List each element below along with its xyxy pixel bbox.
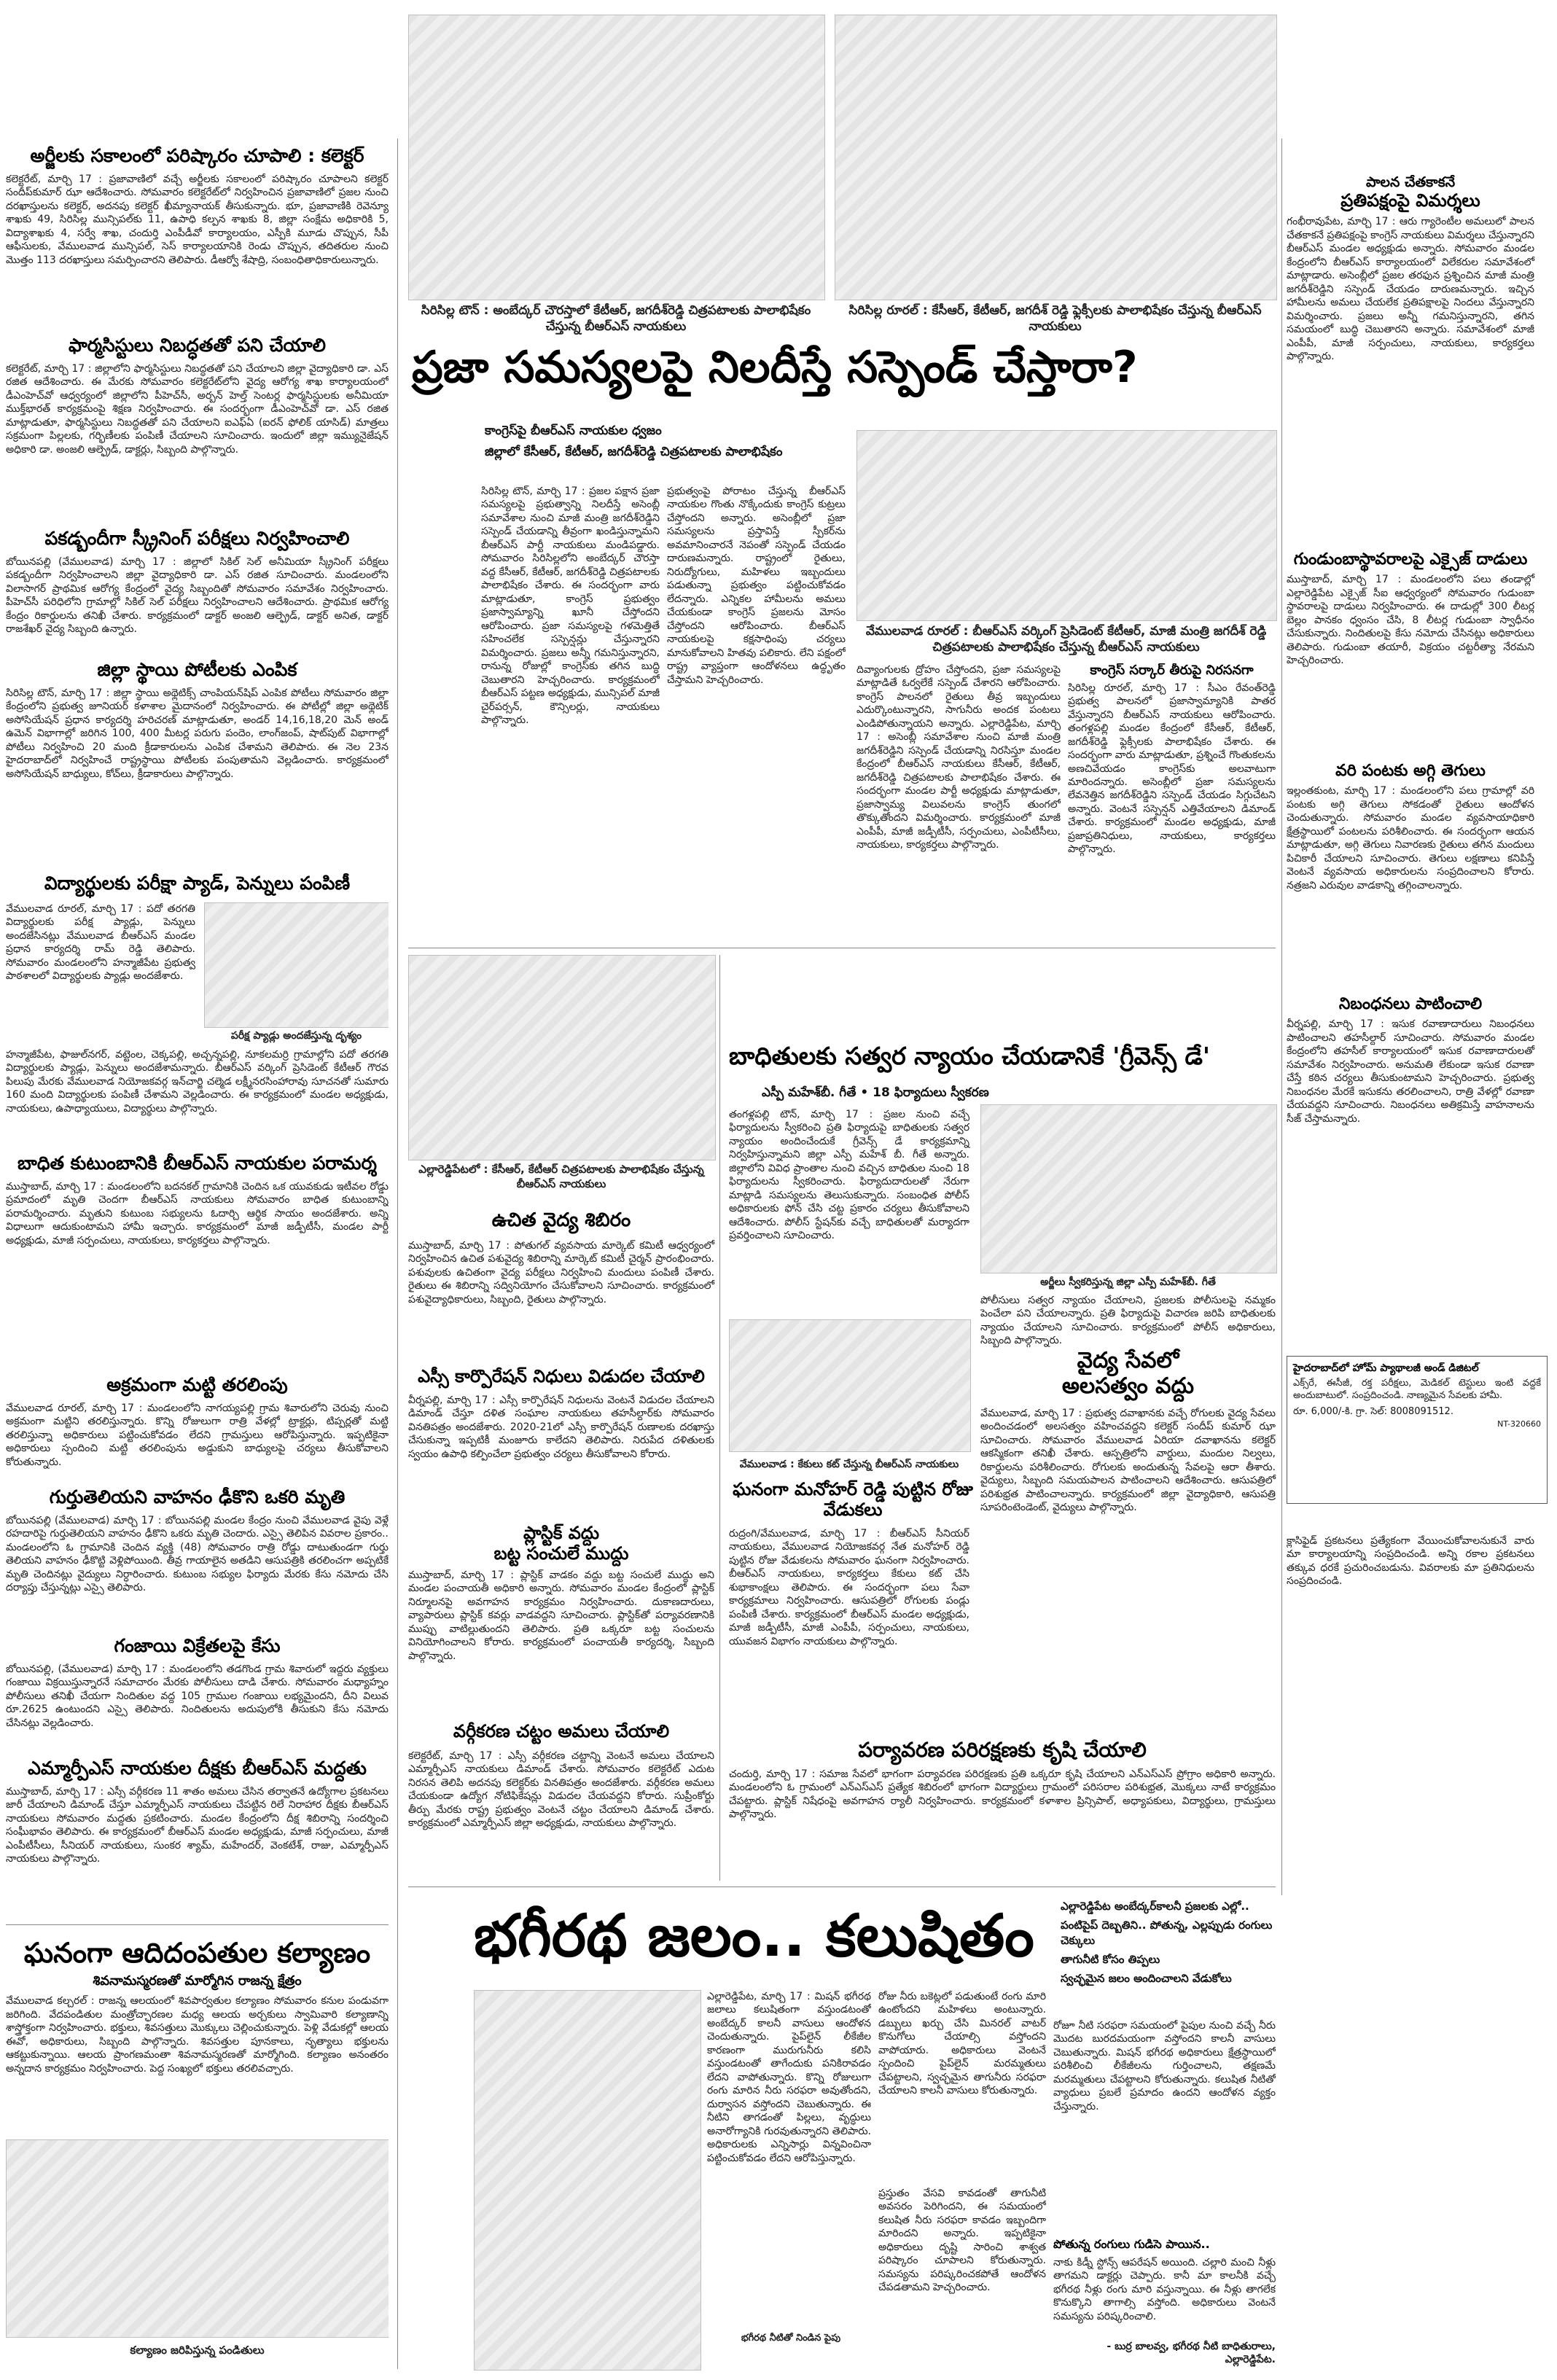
lead-photo-vemulawada (856, 430, 1277, 621)
lead-headline: ప్రజా సమస్యలపై నిలదీస్తే సస్పెండ్‌ చేస్తారా? (412, 342, 1138, 393)
article-illegal-soil (6, 1375, 389, 1484)
headline: ఘనంగా మనోహర్‌ రెడ్డి పుట్టిన రోజు వేడుకలు (733, 1479, 973, 1520)
lead-body-col2: ప్రభుత్వంపై పోరాటం చేస్తున్న బీఆర్‌ఎస్‌ నాయకుల గొంతు నొక్కేందుకు కాంగ్రెస్‌ కుట్రలు చేస్తోందని అన్నారు. అసెంబ్లీలో ప్రజా సమస్యలను ప్రస్తావిస్తే స్పీకర్‌ను అవమానించారనే నెపంతో సస్పెండ్‌ చేయడం దారుణమన్నారు. రాష్ట్రంలో రైతులు, నిరుద్యోగులు, మహిళలు ఇబ్బందులు పడుతున్నా ప్రభుత్వం పట్టించుకోవడం లేదన్నారు. ఎన్నికల హామీలను అమలు చేయకుండా కాంగ్రెస్‌ ప్రజలను మోసం చేస్తోందని ఆరోపించారు. బీఆర్‌ఎస్‌ నాయకులపై కక్షసాధింపు చర్యలు మానుకోవాలని హితవు పలికారు. లేని పక్షంలో రాష్ట్ర వ్యాప్తంగా ఆందోళనలు ఉద్ధృతం చేస్తామని హెచ్చరించారు. (667, 485, 846, 686)
headline: ప్రతిపక్షంపై విమర్శలు (1341, 190, 1480, 211)
article-kalyanam (6, 1932, 389, 2376)
article-body: బోయినపల్లి, (వేములవాడ) మార్చి 17 : మండలంలోని తడగొండ గ్రామ శివారులో ఇద్దరు వ్యక్తులు గంజాయి విక్రయిస్తున్నారనే సమాచారం మేరకు పోలీసులు దాడి చేశారు. సోమవారం మధ్యాహ్నం పోలీసులు తనిఖీ చేయగా నిందితుల వద్ద 105 గ్రాముల గంజాయి లభ్యమైందని, దీని విలువ రూ.2625 ఉంటుందని ఎస్సై తెలిపారు. నిందితులను అదుపులోకి తీసుకుని కేసు నమోదు చేసినట్లు వెల్లడించారు. (6, 1663, 389, 1729)
photo-caption: సిరిసిల్ల టౌన్‌ : అంబేద్కర్‌ చౌరస్తాలో కేటీఆర్‌, జగదీశ్‌రెడ్డి చిత్రపటాలకు పాలాభిషేకం చేస్తున్న బీఆర్‌ఎస్‌ నాయకులు (421, 303, 811, 335)
article-rules (1287, 995, 1534, 1236)
article-body: ముస్తాబాద్‌, మార్చి 17 : ప్లాస్టిక్‌ వాడకం వద్దు బట్ట సంచులే ముద్దు అని మండల పంచాయతీ అధికారి అన్నారు. సోమవారం మండల కేంద్రంలో ప్లాస్టిక్‌ నిర్మూలనపై అవగాహన కార్యక్రమం నిర్వహించారు. దుకాణదారులు, వ్యాపారులు ప్లాస్టిక్‌ కవర్లు వాడవద్దని సూచించారు. ప్లాస్టిక్‌తో పర్యావరణానికి ముప్పు వాటిల్లుతుందని తెలిపారు. ప్రతి ఒక్కరూ బట్ట సంచులను వినియోగించాలని కోరారు. కార్యక్రమంలో పంచాయతీ కార్యదర్శి, సిబ్బంది పాల్గొన్నారు. (408, 1569, 714, 1662)
hospital-inspection-photo (729, 1319, 971, 1452)
ad-phone: సెల్‌: 8008091512. (1370, 1406, 1453, 1418)
headline: గుర్తుతెలియని వాహనం ఢీకొని ఒకరి మృతి (49, 1487, 346, 1507)
article-body: పోలీసులు సత్వర న్యాయం చేయాలని, ప్రజలకు పోలీసులపై నమ్మకం పెంచేలా పని చేయాలన్నారు. ప్రతి ఫిర్యాదుపై విచారణ జరిపి బాధితులకు న్యాయం చేయాలని సూచించారు. కార్యక్రమంలో పోలీస్‌ అధికారులు, సిబ్బంది పాల్గొన్నారు. (980, 1295, 1276, 1347)
headline: వైద్య సేవలో అలసత్వం వద్దు (1061, 1348, 1195, 1399)
photo-caption: ఎల్లారెడ్డిపేటలో : కేసీఆర్‌, కేటీఆర్‌ చిత్రపటాలకు పాలాభిషేకం చేస్తున్న బీఆర్‌ఎస్‌ నాయకులు (418, 1163, 704, 1190)
article-body: ముస్తాబాద్‌, మార్చి 17 : మండలంలోని పలు తండాల్లో ఎల్లారెడ్డిపేట ఎక్సైజ్‌ సీఐ ఆధ్వర్యంలో సోమవారం గుడుంబా స్థావరాలపై దాడులు నిర్వహించారు. ఈ దాడుల్లో 300 లీటర్ల బెల్లం పానకం ధ్వంసం చేసి, 8 లీటర్ల గుడుంబా స్వాధీనం చేసుకున్నారు. నిందితులపై కేసు నమోదు చేసినట్లు అధికారులు తెలిపారు. గుడుంబా తయారీ, విక్రయం చట్టరీత్యా నేరమని హెచ్చరించారు. (1287, 574, 1534, 667)
article-body: కలెక్టరేట్‌, మార్చి 17 : ఎస్సీ వర్గీకరణ చట్టాన్ని వెంటనే అమలు చేయాలని ఎమ్మార్పీఎస్‌ నాయకులు డిమాండ్‌ చేశారు. సోమవారం కలెక్టరేట్‌ ఎదుట నిరసన తెలిపి అదనపు కలెక్టర్‌కు వినతిపత్రం అందజేశారు. వర్గీకరణ అమలు చేయకుండా ఉద్యోగ నోటిఫికేషన్లు విడుదల చేయవద్దని కోరారు. సుప్రీంకోర్టు తీర్పు మేరకు రాష్ట్ర ప్రభుత్వం వెంటనే చట్టం చేయాలని డిమాండ్‌ చేశారు. కార్యక్రమంలో ఎమ్మార్పీఎస్‌ జిల్లా అధ్యక్షుడు, నాయకులు పాల్గొన్నారు. (408, 1750, 714, 1830)
lead-photo-sircilla-town (408, 15, 825, 300)
sp-grievance-photo (980, 1104, 1277, 1273)
headline: బాధితులకు సత్వర న్యాయం చేయడానికే 'గ్రీవెన్స్‌ డే' (729, 1042, 1211, 1070)
article-body: సిరిసిల్ల టౌన్‌, మార్చి 17 : జిల్లా స్థాయి అథ్లెటిక్స్‌ చాంపియన్‌షిప్‌ ఎంపిక పోటీలు సోమవారం జిల్లా కేంద్రంలోని ప్రభుత్వ జూనియర్‌ కళాశాల మైదానంలో నిర్వహించారు. ఈ పోటీల్లో జిల్లా అథ్లెటిక్‌ అసోసియేషన్‌ ప్రధాన కార్యదర్శి హరిచరణ్‌ మాట్లాడుతూ, అండర్‌ 14,16,18,20 మెన్‌ అండ్‌ ఉమెన్‌ విభాగాల్లో జరిగిన 100, 400 మీటర్ల పరుగు పందెం, లాంగ్‌జంప్‌, షాట్‌పుట్‌ విభాగాల్లో పోటీలు నిర్వహించి 20 మంది క్రీడాకారులను ఎంపిక చేశామని తెలిపారు. ఈ నెల 23న హైదరాబాద్‌లో నిర్వహించే రాష్ట్రస్థాయి పోటీలకు పంపుతామని వెల్లడించారు. కార్యక్రమంలో అసోసియేషన్‌ బాధ్యులు, కోచ్‌లు, క్రీడాకారులు పాల్గొన్నారు. (6, 687, 389, 780)
article-body: కలెక్టరేట్‌, మార్చి 17 : ప్రజావాణిలో వచ్చే అర్జీలకు సకాలంలో పరిష్కారం చూపాలని కలెక్టర్‌ సందీప్‌కుమార్‌ ఝా ఆదేశించారు. సోమవారం కలెక్టరేట్‌లో నిర్వహించిన ప్రజావాణిలో ప్రజల నుంచి దరఖాస్తులను కలెక్టర్‌, అదనపు కలెక్టర్‌ ఖీమ్యానాయక్‌ తీసుకున్నారు. భూ, ప్రజావాణికి రెవెన్యూ శాఖకు 49, సిరిసిల్ల మున్సిపల్‌కు 11, ఉపాధి కల్పన శాఖకు 8, జిల్లా సంక్షేమ అధికారికి 5, విద్యాశాఖకు 4, సర్వే శాఖ, చందుర్తి ఎంపీడీవో కార్యాలయం, ఎస్పీకి మూడు చొప్పున, సీపీ ఆఫీసులకు, వేములవాడ మున్సిపల్‌, సెస్‌ కార్యాలయానికి రెండు చొప్పున, తదితరుల నుంచి మొత్తం 113 దరఖాస్తులు సమర్పించారని తెలిపారు. డీఆర్వో శేషాద్రి, సంబంధితాధికారులున్నారు. (6, 173, 389, 266)
article-body: చందుర్తి, మార్చి 17 : సమాజ సేవలో భాగంగా పర్యావరణ పరిరక్షణకు ప్రతి ఒక్కరూ కృషి చేయాలని ఎన్‌ఎస్‌ఎస్‌ ప్రోగ్రాం అధికారి అన్నారు. మండలంలోని ఓ గ్రామంలో ఎన్‌ఎస్‌ఎస్‌ ప్రత్యేక శిబిరంలో భాగంగా విద్యార్థులు గ్రామంలో పరిసరాల పరిశుభ్రత, మొక్కలు నాటే కార్యక్రమం చేపట్టారు. ప్లాస్టిక్‌ నిషేధంపై అవగాహన ర్యాలీ నిర్వహించారు. కార్యక్రమంలో కళాశాల ప్రిన్సిపాల్‌, అధ్యాపకులు, విద్యార్థులు, గ్రామస్తులు పాల్గొన్నారు. (729, 1768, 1276, 1821)
lead-photo-sircilla-rural (835, 15, 1277, 300)
headline: అక్రమంగా మట్టి తరలింపు (106, 1375, 288, 1395)
lead-body-col3: దివ్యాంగులకు ద్రోహం చేస్తోందని, ప్రజా సమస్యలపై మాట్లాడితే ఓర్వలేకే సస్పెండ్‌ చేశారని ఆరోపించారు. కాంగ్రెస్‌ పాలనలో రైతులు తీవ్ర ఇబ్బందులు ఎదుర్కొంటున్నారని, సాగునీరు అందక పంటలు ఎండిపోతున్నాయని అన్నారు. ఎల్లారెడ్డిపేట, మార్చి 17 : అసెంబ్లీ సమావేశాల నుంచి మాజీ మంత్రి జగదీశ్‌రెడ్డిని సస్పెండ్‌ చేయడాన్ని నిరసిస్తూ మండల కేంద్రంలో బీఆర్‌ఎస్‌ నాయకులు కేసీఆర్‌, కేటీఆర్‌, జగదీశ్‌రెడ్డి చిత్రపటాలకు పాలాభిషేకం చేశారు. ఈ సందర్భంగా మండల పార్టీ అధ్యక్షుడు మాట్లాడుతూ, ప్రజాస్వామ్య విలువలను కాంగ్రెస్‌ తుంగలో తొక్కుతోందని విమర్శించారు. కార్యక్రమంలో మాజీ ఎంపీపీ, మాజీ జడ్పీటీసీ, సర్పంచులు, ఎంపీటీసీలు, నాయకులు, కార్యకర్తలు పాల్గొన్నారు. (856, 664, 1061, 851)
article-body: ఎల్లారెడ్డిపేట, మార్చి 17 : మిషన్‌ భగీరథ జలాలు కలుషితంగా వస్తుండటంతో అంబేద్కర్‌ కాలనీ వాసులు ఆందోళన చెందుతున్నారు. పైప్‌లైన్‌ లీకేజీల కారణంగా మురుగునీరు కలిసి వస్తుండటంతో తాగేందుకు పనికిరావడం లేదని వాపోతున్నారు. కొన్ని రోజులుగా రంగు మారిన నీరు సరఫరా అవుతోందని, దుర్వాసన వస్తోందని చెబుతున్నారు. ఈ నీటిని తాగడంతో పిల్లలు, వృద్ధులు అనారోగ్యానికి గురవుతున్నారని తెలిపారు. అధికారులకు ఎన్నిసార్లు విన్నవించినా పట్టించుకోవడం లేదని ఆరోపిస్తున్నారు. (707, 1991, 871, 2164)
photo-caption: సిరిసిల్ల రూరల్‌ : కేసీఆర్‌, కేటీఆర్‌, జగదీశ్‌ రెడ్డి ఫ్లెక్సీలకు పాలాభిషేకం చేస్తున్న బీఆర్‌ఎస్‌ నాయకులు (848, 303, 1262, 335)
article-body: వేములవాడ కల్చరల్‌ : రాజన్న ఆలయంలో శివపార్వతుల కల్యాణం సోమవారం కనుల పండువగా జరిగింది. వేదపండితుల మంత్రోచ్ఛారణల మధ్య ఆలయ అర్చకులు స్వామివారి కల్యాణాన్ని శాస్త్రోక్తంగా నిర్వహించారు. భక్తులు, శివసత్తులు మొక్కులు చెల్లించుకున్నారు. పెళ్లి వేడుకల్లో ఆలయ ఈవో, అధికారులు, సిబ్బంది పాల్గొన్నారు. శివసత్తుల పూనకాలు, నృత్యాలు భక్తులను ఆకట్టుకున్నాయి. ఆలయ ప్రాంగణమంతా శివనామస్మరణతో మార్మోగింది. కల్యాణం అనంతరం అన్నదాన కార్యక్రమం నిర్వహించారు. పెద్ద సంఖ్యలో భక్తులు తరలివచ్చారు. (6, 1995, 389, 2075)
headline: జిల్లా స్థాయి పోటీలకు ఎంపిక (97, 660, 297, 680)
dirty-water-photo (474, 1990, 701, 2371)
exam-pads-photo (204, 902, 389, 1028)
photo-caption: భగీరథ నీటితో నిండిన పైపు (741, 2333, 841, 2344)
quote-body: నాకు కిడ్నీ స్టోన్స్‌ ఆపరేషన్‌ అయింది. చల్లారి మంచి నీళ్లు తాగమని డాక్టర్లు చెప్పారు. కానీ మా కాలనీకి వచ్చే భగీరథ నీళ్లు రంగు మారి వస్తున్నాయి. ఈ నీళ్లు తాగలేక కొనుక్కొని తాగాల్సి వస్తోంది. అధికారులు వెంటనే సమస్యను పరిష్కరించాలి. (1053, 2257, 1276, 2322)
article-body: రుద్రంగి/వేములవాడ, మార్చి 17 : బీఆర్‌ఎస్‌ సీనియర్‌ నాయకులు, వేములవాడ నియోజకవర్గ నేత మనోహర్‌ రెడ్డి పుట్టిన రోజు వేడుకలను సోమవారం ఘనంగా నిర్వహించారు. బీఆర్‌ఎస్‌ నాయకులు, కార్యకర్తలు కేకులు కట్‌ చేసి శుభాకాంక్షలు తెలిపారు. ఈ సందర్భంగా పలు సేవా కార్యక్రమాలు నిర్వహించారు. ఆసుపత్రిలో రోగులకు పండ్లు పంపిణీ చేశారు. కార్యక్రమంలో బీఆర్‌ఎస్‌ మండల అధ్యక్షుడు, మాజీ జడ్పీటీసీ, మాజీ ఎంపీపీ, సర్పంచులు, నాయకులు, యువజన విభాగం నాయకులు పాల్గొన్నారు. (729, 1528, 969, 1647)
article-body: ముస్తాబాద్‌, మార్చి 17 : మండలంలోని బదనకల్‌ గ్రామానికి చెందిన ఒక యువకుడు ఇటీవల రోడ్డు ప్రమాదంలో మృతి చెందగా బీఆర్‌ఎస్‌ నాయకులు సోమవారం బాధిత కుటుంబాన్ని పరామర్శించారు. మృతుని కుటుంబ సభ్యులను ఓదార్చి ఆర్థిక సాయం అందజేశారు. అన్ని విధాలుగా ఆదుకుంటామని హామీ ఇచ్చారు. కార్యక్రమంలో మాజీ జడ్పీటీసీ, మండల పార్టీ అధ్యక్షుడు, మాజీ సర్పంచులు, నాయకులు, కార్యకర్తలు పాల్గొన్నారు. (6, 1180, 389, 1246)
kicker: పాలన చేతకాకనే (1365, 174, 1456, 190)
ad-code: NT-320660 (1497, 1419, 1541, 1429)
article-district-sports (6, 660, 389, 871)
subheadline: శివనామస్మరణతో మార్మోగిన రాజన్న క్షేత్రం (93, 1973, 302, 1989)
article-body: రోజు నీరు బకెట్లలో పడుతుంటే రంగు మారి ఉంటోందని మహిళలు అంటున్నారు. డబ్బులు ఖర్చు చేసి మినరల్‌ వాటర్‌ కొనుగోలు చేయాల్సి వస్తోందని వాపోయారు. అధికారులు వెంటనే స్పందించి పైప్‌లైన్‌ మరమ్మతులు చేపట్టాలని, స్వచ్ఛమైన తాగునీరు సరఫరా చేయాలని కాలనీ వాసులు కోరుతున్నారు. (878, 1991, 1046, 2097)
article-body: వేములవాడ రూరల్‌, మార్చి 17 : పదో తరగతి విద్యార్థులకు పరీక్ష ప్యాడ్లు, పెన్నులు అందజేసినట్లు వేములవాడ బీఆర్‌ఎస్‌ మండల ప్రధాన కార్యదర్శి రామ్‌ రెడ్డి తెలిపారు. సోమవారం మండలంలోని హన్మాజీపేట ప్రభుత్వ పాఠశాలలో విద్యార్థులకు ప్యాడ్లు అందజేశారు. (6, 903, 195, 983)
bullet-item: పంటిపైప్‌ దెబ్బతిని.. పోతున్న, ఎల్లప్పుడు రంగులు చెక్కులు (1061, 1919, 1273, 1947)
article-brs-visit (6, 1153, 389, 1372)
feature-bullets (1061, 1899, 1276, 1986)
bullet-item: తాగునీటి కోసం తిప్పలు (1061, 1952, 1160, 1966)
photo-caption: వేములవాడ : కేకులు కట్‌ చేస్తున్న బీఆర్‌ఎస్‌ నాయకులు (739, 1459, 959, 1470)
headline: బాధిత కుటుంబానికి బీఆర్‌ఎస్‌ నాయకుల పరామర్శ (17, 1153, 377, 1174)
article-excise (1287, 550, 1534, 758)
article-body: హన్మాజీపేట, ఫాజుల్‌నగర్‌, వట్టెంల, చెక్కపల్లి, అచ్చన్నపల్లి, నూకలమర్రి గ్రామాల్లోని పదో తరగతి విద్యార్థులకు ప్యాడ్లు, పెన్నులు అందజేశామన్నారు. బీఆర్‌ఎస్‌ వర్కింగ్‌ ప్రెసిడెంట్‌ కేటీఆర్‌ గౌరవ పిలుపు మేరకు వేములవాడ నియోజకవర్గ ఇన్‌చార్జి చల్మెడ లక్ష్మీనరసింహారావు సూచనతో సుమారు 160 మంది విద్యార్థులకు పంపిణీ చేశామని వెల్లడించారు. ఈ కార్యక్రమంలో మండల అధ్యక్షుడు, నాయకులు, ఉపాధ్యాయులు, విద్యార్థులు పాల్గొన్నారు. (6, 1049, 389, 1115)
article-body: తంగళ్లపల్లి టౌన్‌, మార్చి 17 : ప్రజల నుంచి వచ్చే ఫిర్యాదులను స్వీకరించి ప్రతి ఫిర్యాదుపై బాధితులకు సత్వర న్యాయం అందించేందుకే గ్రీవెన్స్‌ డే కార్యక్రమాన్ని నిర్వహిస్తున్నామని జిల్లా ఎస్పీ మహేశ్‌ బీ. గీతే అన్నారు. జిల్లాలోని వివిధ ప్రాంతాల నుంచి వచ్చిన బాధితుల నుంచి 18 ఫిర్యాదులను స్వీకరించారు. ఫిర్యాదుదారులతో నేరుగా మాట్లాడి సమస్యలను తెలుసుకున్నారు. సంబంధిత పోలీస్‌ అధికారులకు ఫోన్‌ చేసి చట్ట ప్రకారం చర్యలు తీసుకోవాలని ఆదేశించారు. పోలీస్‌ స్టేషన్‌కు వచ్చే బాధితులతో మర్యాదగా ప్రవర్తించాలని సూచించారు. (729, 1109, 969, 1242)
feature-headline: భగీరథ జలం.. కలుషితం (474, 1902, 1034, 1970)
headline: ఘనంగా ఆదిదంపతుల కల్యాణం (23, 1937, 371, 1969)
article-mrps (6, 1758, 389, 1922)
article-body: గంభీరావుపేట, మార్చి 17 : ఆరు గ్యారెంటీల అమలులో పాలన చేతకాకనే ప్రతిపక్షంపై కాంగ్రెస్‌ నాయకులు విమర్శలు చేస్తున్నారని బీఆర్‌ఎస్‌ మండల అధ్యక్షుడు అన్నారు. సోమవారం మండల కేంద్రంలోని బీఆర్‌ఎస్‌ కార్యాలయంలో విలేకరుల సమావేశంలో మాట్లాడారు. అసెంబ్లీలో ప్రజల తరఫున ప్రశ్నించిన మాజీ మంత్రి జగదీశ్‌రెడ్డిని సస్పెండ్‌ చేయడం దారుణమన్నారు. ఇచ్చిన హామీలను అమలు చేయలేక ప్రతిపక్షాలపై నిందలు వేస్తున్నారని విమర్శించారు. ప్రజలు అన్నీ గమనిస్తున్నారని, తగిన సమయంలో బుద్ధి చెబుతారని అన్నారు. సమావేశంలో మాజీ ఎంపీపీ, మాజీ సర్పంచులు, నాయకులు, కార్యకర్తలు పాల్గొన్నారు. (1287, 216, 1534, 363)
photo-yellareddypet (408, 955, 716, 1160)
lead-body-col4: సిరిసిల్ల రూరల్‌, మార్చి 17 : సీఎం రేవంత్‌రెడ్డి ప్రభుత్వ పాలనలో ప్రజాస్వామ్యానికి పాతర వేస్తున్నారని బీఆర్‌ఎస్‌ నాయకులు ఆరోపించారు. తంగళ్లపల్లి మండల కేంద్రంలో కేసీఆర్‌, కేటీఆర్‌, జగదీశ్‌రెడ్డి ఫ్లెక్సీలకు పాలాభిషేకం చేశారు. ఈ సందర్భంగా వారు మాట్లాడుతూ, ప్రశ్నించే గొంతుకలను అణచివేయడం కాంగ్రెస్‌కు అలవాటుగా మారిందన్నారు. అసెంబ్లీలో ప్రజా సమస్యలను లేవనెత్తిన జగదీశ్‌రెడ్డిని సస్పెండ్‌ చేయడం సిగ్గుచేటని అన్నారు. వెంటనే సస్పెన్షన్‌ ఎత్తివేయాలని డిమాండ్‌ చేశారు. కార్యక్రమంలో మండల అధ్యక్షుడు, మాజీ ప్రజాప్రతినిధులు, నాయకులు, కార్యకర్తలు పాల్గొన్నారు. (1068, 682, 1276, 856)
headline: అర్జీలకు సకాలంలో పరిష్కారం చూపాలి : కలెక్టర్ (30, 146, 364, 166)
article-body: ప్రస్తుతం వేసవి కావడంతో తాగునీటి అవసరం పెరిగిందని, ఈ సమయంలో కలుషిత నీరు సరఫరా కావడం ఇబ్బందిగా మారిందని అన్నారు. ఇప్పటికైనా అధికారులు దృష్టి సారించి శాశ్వత పరిష్కారం చూపాలని కోరుతున్నారు. సమస్యను పరిష్కరించకపోతే ఆందోళన చేపడతామని హెచ్చరించారు. (878, 2188, 1046, 2294)
headline: పకడ్బందీగా స్క్రీనింగ్‌ పరీక్షలు నిర్వహించాలి (44, 528, 350, 549)
lead-body-col1: సిరిసిల్ల టౌన్‌, మార్చి 17 : ప్రజల పక్షాన ప్రజా సమస్యలపై ప్రభుత్వాన్ని నిలదీస్తే అసెంబ్లీ సమావేశాల నుంచి మాజీ మంత్రి జగదీశ్‌రెడ్డిని సస్పెండ్‌ చేయడాన్ని తీవ్రంగా ఖండిస్తున్నామని బీఆర్‌ఎస్‌ పార్టీ నాయకులు మండిపడ్డారు. సోమవారం సిరిసిల్లలోని అంబేద్కర్‌ చౌరస్తా వద్ద కేసీఆర్‌, కేటీఆర్‌, జగదీశ్‌రెడ్డి చిత్రపటాలకు పాలాభిషేకం చేశారు. ఈ సందర్భంగా వారు మాట్లాడుతూ, కాంగ్రెస్‌ ప్రభుత్వం ప్రజాస్వామ్యాన్ని ఖూనీ చేస్తోందని ఆరోపించారు. ప్రజా సమస్యలపై గళమెత్తితే సహించలేక సస్పెన్షన్లు చేస్తున్నారని విమర్శించారు. ప్రజలు అన్నీ గమనిస్తున్నారని, రానున్న రోజుల్లో కాంగ్రెస్‌కు తగిన బుద్ధి చెబుతారని హెచ్చరించారు. కార్యక్రమంలో బీఆర్‌ఎస్‌ పట్టణ అధ్యక్షుడు, మున్సిపల్‌ మాజీ చైర్‌పర్సన్‌, కౌన్సిలర్లు, నాయకులు పాల్గొన్నారు. (481, 485, 660, 726)
right-column (1287, 0, 1549, 2380)
article-body: రోజూ నీటి సరఫరా సమయంలో పైపుల నుంచి వచ్చే నీరు మొదట బురదమయంగా వస్తోందని కాలనీ వాసులు చెబుతున్నారు. మిషన్‌ భగీరథ అధికారులు క్షేత్రస్థాయిలో పరిశీలించి లీకేజీలను గుర్తించాలని, తక్షణమే మరమ్మతులు చేపట్టాలని కోరుతున్నారు. కలుషిత నీటితో వ్యాధులు ప్రబలే ప్రమాదం ఉందని ఆందోళన వ్యక్తం చేస్తున్నారు. (1053, 2020, 1276, 2112)
photo-caption: పరీక్ష ప్యాడ్లు అందజేస్తున్న దృశ్యం (230, 1030, 362, 1042)
article-body: ముస్తాబాద్‌, మార్చి 17 : పోతుగల్‌ వ్యవసాయ మార్కెట్‌ కమిటీ ఆధ్వర్యంలో నిర్వహించిన ఉచిత పశువైద్య శిబిరాన్ని మార్కెట్‌ కమిటీ చైర్మన్‌ ప్రారంభించారు. పశువులకు ఉచితంగా వైద్య పరీక్షలు నిర్వహించి మందులు పంపిణీ చేశారు. రైతులు ఈ శిబిరాన్ని సద్వినియోగం చేసుకోవాలని సూచించారు. కార్యక్రమంలో పశువైద్యాధికారులు, సిబ్బంది, రైతులు పాల్గొన్నారు. (408, 1240, 714, 1306)
article-body: బోయినపల్లి (వేములవాడ) మార్చి 17 : జిల్లాలో సికిల్‌ సెల్‌ అనీమియా స్క్రీనింగ్‌ పరీక్షలు పకడ్బందీగా నిర్వహించాలని జిల్లా వైద్యాధికారి డా. ఎస్‌ రజిత సూచించారు. మండలంలోని విలాసాగర్‌ ప్రాథమిక ఆరోగ్య కేంద్రంలో వైద్య సిబ్బందితో సోమవారం సమావేశం నిర్వహించారు. పీహెచ్‌సీ పరిధిలోని గ్రామాల్లో సికిల్‌ సెల్‌ పరీక్షలు నిర్వహించాలని ఆదేశించారు. ప్రాథమిక ఆరోగ్య కేంద్రం రికార్డులను తనిఖీ చేశారు. కార్యక్రమంలో డాక్టర్‌ అంజలి ఆల్ఫ్రెడ్‌, డాక్టర్‌ అనిత, డాక్టర్‌ రాజశేఖర్‌ వైద్య సిబ్బంది ఉన్నారు. (6, 555, 389, 636)
headline: విద్యార్థులకు పరీక్షా ప్యాడ్‌, పెన్నులు పంపిణీ (44, 873, 351, 894)
article-body: బోయినపల్లి (వేములవాడ) మార్చి 17 : బోయినపల్లి మండల కేంద్రం నుంచి వేములవాడ వైపు వెళ్లే రహదారిపై గుర్తుతెలియని వాహనం ఢీకొని ఒకరు మృతి చెందారు. ఎస్సై తెలిపిన వివరాల ప్రకారం.. మండలంలోని ఓ గ్రామానికి చెందిన వ్యక్తి (48) సోమవారం రాత్రి రోడ్డు దాటుతుండగా గుర్తు తెలియని వాహనం ఢీకొట్టి వెళ్లిపోయింది. తీవ్ర గాయాలైన అతడిని ఆసుపత్రికి తరలించగా అప్పటికే మృతి చెందినట్లు వైద్యులు నిర్ధారించారు. కుటుంబ సభ్యుల ఫిర్యాదు మేరకు కేసు నమోదు చేసి దర్యాప్తు చేస్తున్నట్లు ఎస్సై తెలిపారు. (6, 1514, 389, 1594)
article-ganja (6, 1636, 389, 1756)
article-body: ముస్తాబాద్‌, మార్చి 17 : ఎస్సీ వర్గీకరణ 11 శాతం అమలు చేసిన తర్వాతనే ఉద్యోగాల ప్రకటనలు జారీ చేయాలని డిమాండ్‌ చేస్తూ ఎమ్మార్పీఎస్‌ నాయకులు చేపట్టిన రిలే నిరాహార దీక్షకు బీఆర్‌ఎస్‌ నాయకులు సోమవారం మద్దతు ప్రకటించారు. మండల కేంద్రంలోని దీక్ష శిబిరాన్ని సందర్శించి సంఘీభావం తెలిపారు. ఈ కార్యక్రమంలో బీఆర్‌ఎస్‌ మండల అధ్యక్షుడు, మాజీ సర్పంచులు, మాజీ ఎంపీటీసీలు, సీనియర్‌ నాయకులు, సుంకర శ్యామ్‌, మహేందర్‌, వెంకటేశ్‌, రాజు, ఎమ్మార్పీఎస్‌ నాయకులు పాల్గొన్నారు. (6, 1785, 389, 1865)
subheadline: కాంగ్రెస్‌ సర్కార్‌ తీరుపై నిరసనగా (1090, 663, 1254, 678)
quote-author: - బుర్ర బాలవ్వ, భగీరథ నీటి బాధితురాలు, ఎల్లారెడ్డిపేట. (1107, 2341, 1276, 2366)
photo-caption: కల్యాణం జరిపిస్తున్న పండితులు (130, 2344, 265, 2357)
center-section (405, 0, 1279, 2380)
notice-text: క్లాసిఫైడ్‌ ప్రకటనలు ప్రత్యేకంగా వేయించుకోవాలనుకునే వారు మా కార్యాలయాన్ని సంప్రదించండి. అన్ని రకాల ప్రకటనలు తక్కువ ధరకే ప్రచురించబడును. వివరాలకు మా ప్రతినిధులను సంప్రదించండి. (1287, 1535, 1534, 1588)
bullet-item: జిల్లాలో కేసీఆర్‌, కేటీఆర్‌, జగదీశ్‌రెడ్డి చిత్రపటాలకు పాలాభిషేకం (485, 444, 783, 459)
article-pharmacists (6, 335, 389, 525)
headline: ప్లాస్టిక్‌ వద్దు బట్ట సంచులే ముద్దు (493, 1523, 629, 1564)
article-accident (6, 1487, 389, 1633)
headline: ఎమ్మార్పీఎస్‌ నాయకుల దీక్షకు బీఆర్‌ఎస్‌ మద్దతు (28, 1758, 367, 1779)
lead-bullets (485, 423, 798, 461)
left-column (0, 0, 394, 2380)
article-paddy (1287, 762, 1534, 991)
ad-title: హైదరాబాద్‌లో హోమ్‌ ప్యాథాలజీ అండ్‌ డిజిటల్‌ (1293, 1362, 1479, 1374)
article-body: కలెక్టరేట్‌, మార్చి 17 : జిల్లాలోని ఫార్మసిస్టులు నిబద్ధతతో పని చేయాలని జిల్లా వైద్యాధికారి డా. ఎస్‌ రజిత ఆదేశించారు. ఈ మేరకు సోమవారం కలెక్టరేట్‌లోని వైద్య ఆరోగ్య శాఖ కార్యాలయంలో డీఎంహెచ్‌వో ఆధ్వర్యంలో జిల్లాలోని పీహెచ్‌సీ, అర్బన్‌ హెల్త్‌ సెంటర్ల ఫార్మసిస్టులకు అనీమియా ముక్త్‌భారత్‌ కార్యక్రమంపై శిక్షణ నిర్వహించారు. ఈ సందర్భంగా డీఎంహెచ్‌వో డా. ఎస్‌ రజిత మాట్లాడుతూ, ఫార్మసిస్టులు నిబద్ధతతో పని చేయాలని ఐఎఫ్‌ఏ (ఐరన్‌ ఫోలిక్‌ యాసిడ్‌) మాత్రలు సక్రమంగా పిల్లలకు, గర్భిణీలకు పంపిణీ చేయాలని సూచించారు. ఇందులో జిల్లా ఇమ్యునైజేషన్‌ అధికారి డా. అంజలి ఆల్ఫ్రెడ్‌, డాక్టర్లు, సిబ్బంది పాల్గొన్నారు. (6, 362, 389, 456)
article-arzilu (6, 146, 389, 332)
article-body: వీర్నపల్లి, మార్చి 17 : ఇసుక రవాణాదారులు నిబంధనలు పాటించాలని తహసీల్దార్‌ సూచించారు. సోమవారం మండల కేంద్రంలోని తహసీల్‌ కార్యాలయంలో ఇసుక రవాణాదారులతో సమావేశం నిర్వహించారు. అనుమతి లేకుండా ఇసుక రవాణా చేస్తే కఠిన చర్యలు తీసుకుంటామని హెచ్చరించారు. ప్రభుత్వ నిబంధనల మేరకే ఇసుకను తరలించాలని, రాత్రి వేళల్లో రవాణా చేయవద్దని సూచించారు. నిబంధనలు అతిక్రమిస్తే వాహనాలను సీజ్‌ చేస్తామన్నారు. (1287, 1018, 1534, 1125)
column-rule (397, 138, 398, 2369)
photo-caption: వేములవాడ రూరల్‌ : బీఆర్‌ఎస్‌ వర్కింగ్‌ ప్రెసిడెంట్‌ కేటీఆర్‌, మాజీ మంత్రి జగదీశ్‌ రెడ్డి చిత్రపటాలకు పాలాభిషేకం చేస్తున్న బీఆర్‌ఎస్‌ నాయకులు (865, 624, 1267, 655)
bullet-item: కాంగ్రెస్‌పై బీఆర్‌ఎస్‌ నాయకుల ధ్వజం (485, 424, 662, 438)
article-exam-pads (6, 873, 389, 1150)
divider (6, 1924, 389, 1925)
column-rule (719, 955, 720, 1881)
article-body: వేములవాడ రూరల్‌, మార్చి 17 : మండలంలోని నాగయ్యపల్లి గ్రామ శివారులోని చెరువు నుంచి అక్రమంగా మట్టిని తరలిస్తున్నారు. కొన్ని రోజులుగా రాత్రి వేళల్లో ట్రాక్టర్లు, టిప్పర్లతో మట్టి తరలిస్తున్నా అధికారులు పట్టించుకోవడం లేదని గ్రామస్తులు ఆరోపిస్తున్నారు. ఇప్పటికైనా అధికారులు స్పందించి మట్టి తరలింపును అడ్డుకుని బాధ్యులపై చర్యలు తీసుకోవాలని కోరుతున్నారు. (6, 1402, 389, 1468)
article-body: ఇల్లంతకుంట, మార్చి 17 : మండలంలోని పలు గ్రామాల్లో వరి పంటకు అగ్గి తెగులు సోకడంతో రైతులు ఆందోళన చెందుతున్నారు. సోమవారం మండల వ్యవసాయాధికారి క్షేత్రస్థాయిలో పంటలను పరిశీలించారు. ఈ సందర్భంగా ఆయన మాట్లాడుతూ, అగ్గి తెగులు నివారణకు రైతులు తగిన మందులు పిచికారీ చేయాలని సూచించారు. తెగులు లక్షణాలు కనిపిస్తే వెంటనే వ్యవసాయ అధికారులను సంప్రదించాలని కోరారు. నత్రజని ఎరువుల వాడకాన్ని తగ్గించాలన్నారు. (1287, 785, 1535, 891)
headline: వరి పంటకు అగ్గి తెగులు (1335, 762, 1486, 780)
article-body: వేములవాడ, మార్చి 17 : ప్రభుత్వ దవాఖానకు వచ్చే రోగులకు వైద్య సేవలు అందించడంలో అలసత్వం వహించవద్దని కలెక్టర్‌ సందీప్‌ కుమార్‌ ఝా సూచించారు. సోమవారం వేములవాడ ఏరియా దవాఖానను కలెక్టర్‌ ఆకస్మికంగా తనిఖీ చేశారు. ఆస్పత్రిలోని వార్డులు, మందుల నిల్వలు, రికార్డులను పరిశీలించారు. రోగులకు అందుతున్న సేవలపై ఆరా తీశారు. వైద్యులు, సిబ్బంది సమయపాలన పాటించాలని ఆదేశించారు. ఆసుపత్రిలో పరిశుభ్రత పాటించాలన్నారు. కార్యక్రమంలో జిల్లా వైద్యాధికారి, ఆసుపత్రి సూపరింటెండెంట్‌, వైద్యులు పాల్గొన్నారు. (980, 1408, 1276, 1514)
headline: గంజాయి విక్రేతలపై కేసు (114, 1636, 281, 1656)
headline: ఫార్మసిస్టులు నిబద్ధతతో పని చేయాలి (68, 335, 326, 356)
bullet-item: ఎస్పీ మహేశ్‌బీ. గీతే • 18 ఫిర్యాదులు స్వీకరణ (762, 1085, 989, 1100)
ad-body: ఎక్స్‌రే, ఈసీజీ, రక్త పరీక్షలు, మెడికల్‌ టెస్టులు ఇంటి వద్దకే అందుబాటులో. సంప్రదించండి. నాణ్యమైన సేవలకు హామీ. (1293, 1378, 1541, 1402)
headline: వర్గీకరణ చట్టం అమలు చేయాలి (453, 1721, 670, 1741)
headline: గుండుంబాస్థావరాలపై ఎక్సైజ్‌ దాడులు (1293, 550, 1528, 569)
article-screening (6, 528, 389, 656)
bullet-item: ఎల్లారెడ్డిపేట అంబేద్కర్‌కాలనీ ప్రజలకు ఎల్లో.. (1061, 1900, 1249, 1913)
kalyanam-photo (6, 2139, 389, 2338)
headline: పర్యావరణ పరిరక్షణకు కృషి చేయాలి (858, 1738, 1147, 1762)
column-rule (1281, 138, 1282, 1895)
photo-caption: అర్జీలు స్వీకరిస్తున్న జిల్లా ఎస్పీ మహేశ్‌బీ. గీతే (1040, 1276, 1216, 1288)
quote-headline: పోతున్న రంగులు గుడిసె పాయిన.. (1053, 2237, 1210, 2251)
headline: ఉచిత వైద్య శిబిరం (491, 1209, 631, 1231)
article-body: వీర్నపల్లి, మార్చి 17 : ఎస్సీ కార్పొరేషన్‌ నిధులను వెంటనే విడుదల చేయాలని డిమాండ్‌ చేస్తూ దళిత సంఘాల నాయకులు తహసీల్దార్‌కు సోమవారం వినతిపత్రం అందజేశారు. 2020-21లో ఎస్సీ కార్పొరేషన్‌ రుణాలకు దరఖాస్తు చేసుకున్నా ఇప్పటికీ మంజూరు కాలేదని తెలిపారు. నిరుపేద దళితులకు స్వయం ఉపాధి కల్పించేలా ప్రభుత్వం చర్యలు తీసుకోవాలని కోరారు. (408, 1394, 714, 1460)
ad-price: రూ. 6,000/-కి. గ్రా. (1293, 1406, 1368, 1418)
lead-body-col4-wrap (1068, 663, 1276, 940)
ad-contact (1293, 1406, 1541, 1419)
headline: ఎస్సీ కార్పొరేషన్‌ నిధులు విడుదల చేయాలి (418, 1366, 705, 1386)
classified-ad (1287, 1356, 1548, 1504)
bullet-item: స్వచ్ఛమైన జలం అందించాలని వేడుకోలు (1061, 1972, 1232, 1985)
article-criticism (1287, 175, 1534, 547)
headline: నిబంధనలు పాటించాలి (1338, 995, 1483, 1013)
